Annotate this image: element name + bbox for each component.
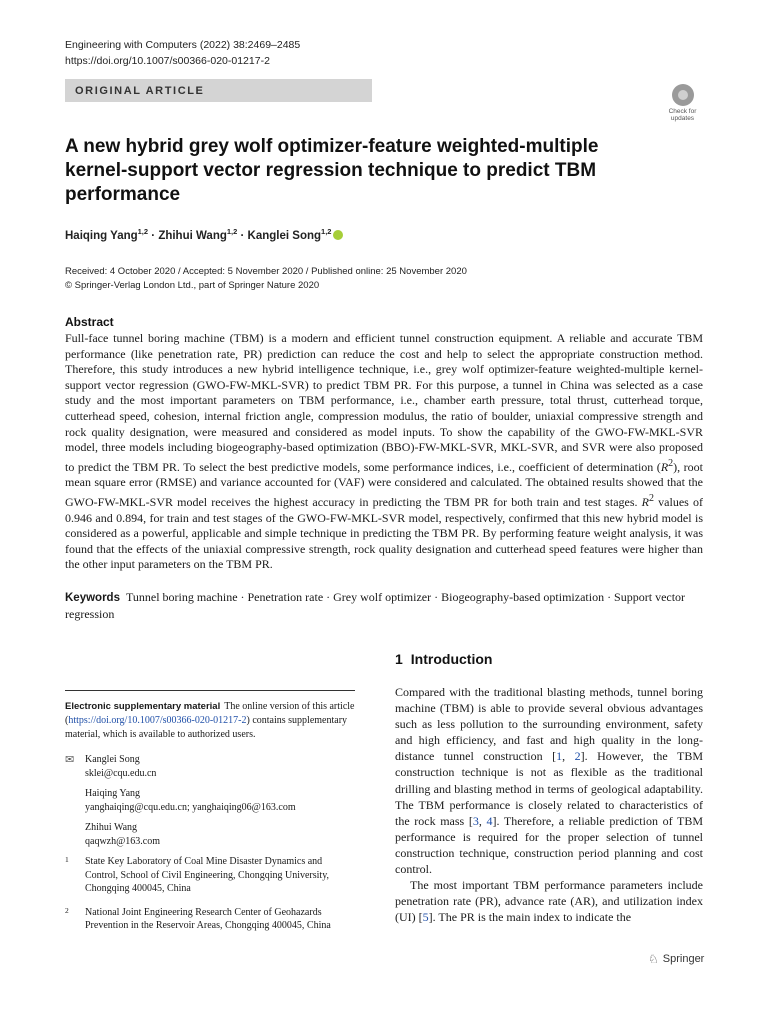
intro-text: Compared with the traditional blasting methods, tunnel boring machine (TBM) is able to provide several obvious advantages such as less pollution to the surrounding environment, safety and high efficiency, and fast and high quality in the long-distance tunnel construction [ <box>395 685 703 764</box>
citation-separator: , <box>478 813 487 828</box>
affiliation-text: National Joint Engineering Research Center of Geohazards Prevention in the Reservoir Areas, Chongqing 400045, China <box>85 906 331 931</box>
publisher-footer <box>648 952 704 966</box>
abstract-text-part: ), root mean square error (RMSE) and variance accounted for (VAF) were considered and calculated. The obtained results showed that the GWO-FW-MKL-SVR model receives the highest accuracy in predicting the TBM PR for both train and test stages. <box>65 459 704 509</box>
envelope-icon: ✉ <box>65 754 75 766</box>
affiliation-number: 1 <box>65 855 69 864</box>
r-symbol: R <box>641 494 650 509</box>
author-affiliation-marker: 1,2 <box>321 227 332 236</box>
author-affiliation-marker: 1,2 <box>137 227 149 236</box>
copyright-notice: © Springer-Verlag London Ltd., part of Springer Nature 2020 <box>65 280 320 291</box>
doi-link[interactable]: https://doi.org/10.1007/s00366-020-01217-2 <box>65 55 270 67</box>
contact-entry <box>65 821 355 849</box>
esm-label: Electronic supplementary material <box>65 701 221 712</box>
affiliation-entry <box>65 906 355 933</box>
contact-email[interactable]: qaqwzh@163.com <box>85 836 161 847</box>
affiliations-list <box>65 855 355 943</box>
contact-email[interactable]: yanghaiqing@cqu.edu.cn; yanghaiqing06@163.com <box>85 802 296 813</box>
paper-title: A new hybrid grey wolf optimizer-feature weighted-multiple kernel-support vector regression technique to predict TBM performance <box>65 136 599 205</box>
abstract-heading: Abstract <box>65 315 114 329</box>
article-type-label: ORIGINAL ARTICLE <box>75 84 205 97</box>
publisher-name: Springer <box>662 953 705 965</box>
abstract-body <box>65 331 703 573</box>
superscript-two: 2 <box>668 457 674 469</box>
intro-text: ]. The PR is the main index to indicate the <box>428 910 632 925</box>
introduction-body <box>395 684 703 925</box>
contact-entry <box>65 753 355 781</box>
author-list <box>65 227 343 242</box>
citation-link[interactable]: 1 <box>556 749 563 764</box>
author-separator: · <box>148 229 159 242</box>
section-heading-introduction <box>395 651 492 667</box>
affiliation-entry <box>65 855 355 896</box>
citation-link[interactable]: 4 <box>486 813 493 828</box>
contact-email[interactable]: sklei@cqu.edu.cn <box>85 768 157 779</box>
author-affiliation-marker: 1,2 <box>226 227 238 236</box>
check-updates-icon <box>672 84 694 106</box>
intro-text: The most important TBM performance parameters include penetration rate (PR), advance rate (AR), and utilization index (UI) [ <box>395 878 703 925</box>
article-type-banner <box>65 79 372 102</box>
contact-name: Zhihui Wang <box>85 822 138 833</box>
intro-paragraph <box>395 877 703 925</box>
affiliation-number: 2 <box>65 905 69 915</box>
author-name[interactable]: Zhihui Wang <box>158 229 227 242</box>
abstract-text-part: Full-face tunnel boring machine (TBM) is a modern and efficient tunnel construction equipment. A reliable and accurate TBM performance (like penetration rate, PR) prediction can reduce the cost and help to select the appropriate construction method. Therefore, this study introduces a new hybrid intelligence technique, i.e., grey wolf optimizer-feature weighted-multiple kernel-support vector regression (GWO-FW-MKL-SVR) to predict TBM PR. For this purpose, a tunnel in China was selected as a case study and the most important parameters on TBM performance, i.e., chamber earth pressure, total thrust, cutterhead torque, cutterhead speed, cohesion, internal friction angle, compression modulus, the ratio of boulder, uniaxial compressive strength and rock quality designation, were measured and considered as model inputs. To show the capability of the GWO-FW-MKL-SVR model, three models including biogeography-based optimization (BBO)-FW-MKL-SVR, MKL-SVR, and SVR were also proposed to predict the TBM PR. To select the best predictive models, some performance indices, i.e., coefficient of determination ( <box>65 331 703 474</box>
citation-link[interactable]: 5 <box>422 910 429 925</box>
intro-paragraph <box>395 684 703 877</box>
check-updates-label: Check for updates <box>668 108 697 122</box>
intro-text: ]. Therefore, a reliable prediction of TBM performance is required for the proper selection of tunnel construction technique, construction period planning and cost control. <box>395 813 704 877</box>
author-separator: · <box>237 229 248 242</box>
esm-text: The online version of this article ( <box>65 701 355 726</box>
check-for-updates-badge[interactable] <box>661 84 704 124</box>
section-title: Introduction <box>410 651 493 667</box>
orcid-icon[interactable] <box>333 230 343 240</box>
supplementary-material-note <box>65 700 355 742</box>
abstract-text-part: values of 0.946 and 0.894, for train and test stages of the GWO-FW-MKL-SVR model, respectively, confirmed that this new hybrid model is considered as a powerful, applicable and simple technique in predicting the TBM PR. By performing feature weight analysis, it was found that the effects of the uniaxial compressive strength, rock quality designation and cutterhead speed features were higher than the other input parameters on the TBM PR. <box>65 494 703 572</box>
esm-text: ) contains supplementary material, which is available to authorized users. <box>65 715 348 740</box>
citation-separator: , <box>562 749 575 764</box>
keywords-label: Keywords <box>65 592 120 604</box>
contact-name: Haiqing Yang <box>85 788 141 799</box>
citation-link[interactable]: 3 <box>472 813 479 828</box>
author-name[interactable]: Haiqing Yang <box>65 229 138 242</box>
journal-citation: Engineering with Computers (2022) 38:2469–2485 <box>65 39 301 51</box>
publication-dates: Received: 4 October 2020 / Accepted: 5 November 2020 / Published online: 25 November 2020 <box>65 266 467 277</box>
contact-name: Kanglei Song <box>85 754 140 765</box>
superscript-two: 2 <box>649 492 655 504</box>
r-symbol: R <box>660 459 669 474</box>
springer-horse-icon: ♘ <box>648 952 659 966</box>
section-number: 1 <box>395 651 403 667</box>
contact-entry <box>65 787 355 815</box>
intro-text: ]. However, the TBM construction technique is not as flexible as the traditional drilling and blasting method in terms of geological adaptability. The TBM performance is closely related to characteristics of the rock mass [ <box>395 749 703 828</box>
keywords-section <box>65 589 705 622</box>
footnote-divider <box>65 690 355 691</box>
esm-doi-link[interactable]: https://doi.org/10.1007/s00366-020-01217-2 <box>68 715 247 726</box>
keywords-list: Tunnel boring machine · Penetration rate · Grey wolf optimizer · Biogeography-based optimization · Support vector regression <box>65 590 686 621</box>
citation-link[interactable]: 2 <box>574 749 581 764</box>
author-name[interactable]: Kanglei Song <box>247 229 322 242</box>
corresponding-contacts <box>65 753 355 855</box>
affiliation-text: State Key Laboratory of Coal Mine Disaster Dynamics and Control, School of Civil Engineering, Chongqing University, Chongqing 400045, China <box>85 856 330 894</box>
